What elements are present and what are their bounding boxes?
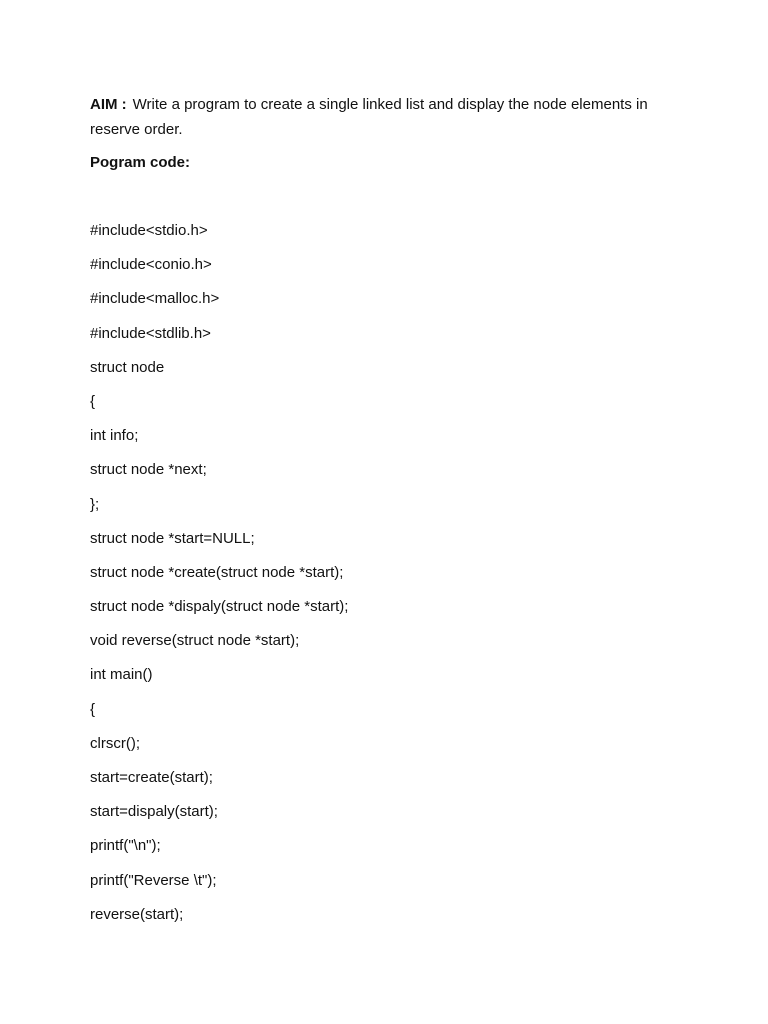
program-code-heading: Pogram code:	[90, 154, 191, 171]
aim-paragraph	[90, 92, 690, 142]
code-line: int main()	[90, 666, 153, 684]
code-line: #include<conio.h>	[90, 256, 212, 274]
code-line: int info;	[90, 427, 139, 445]
code-line: start=dispaly(start);	[90, 803, 218, 821]
code-line: #include<stdio.h>	[90, 222, 208, 239]
code-line: void reverse(struct node *start);	[90, 632, 300, 650]
code-line: };	[90, 495, 100, 513]
code-line: #include<stdlib.h>	[90, 324, 211, 342]
code-line: {	[90, 392, 96, 410]
code-line: printf("\n");	[90, 837, 161, 855]
aim-label: AIM :	[90, 96, 127, 113]
code-line: struct node *start=NULL;	[90, 529, 255, 547]
code-line: struct node *dispaly(struct node *start);	[90, 598, 349, 616]
aim-text: Write a program to create a single linked list and display the node elements in reserve order.	[90, 96, 648, 138]
code-line: {	[90, 700, 96, 718]
code-line: struct node *create(struct node *start);	[90, 563, 344, 581]
code-line: struct node	[90, 358, 165, 376]
code-line: printf("Reverse \t");	[90, 871, 217, 889]
code-line: #include<malloc.h>	[90, 290, 220, 308]
code-line: struct node *next;	[90, 461, 207, 479]
code-line: reverse(start);	[90, 905, 184, 923]
code-line: clrscr();	[90, 734, 140, 752]
code-line: start=create(start);	[90, 769, 213, 786]
code-block	[90, 220, 348, 938]
